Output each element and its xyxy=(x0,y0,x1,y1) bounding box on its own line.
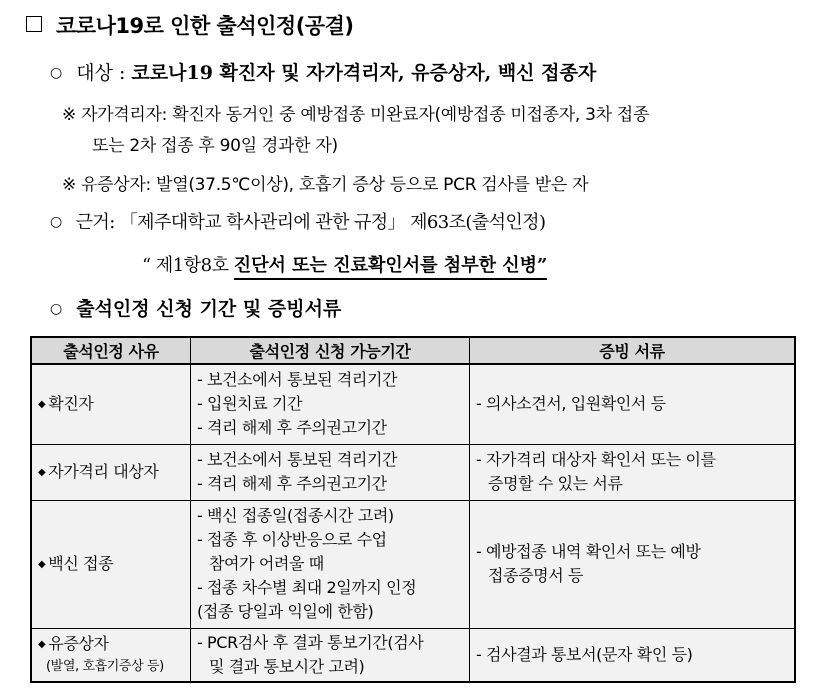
diamond-bullet-icon: ◆ xyxy=(38,558,46,570)
basis-quote: “ 제1항8호 진단서 또는 진료확인서를 첨부한 신병” xyxy=(142,251,547,277)
target-value: 코로나19 확진자 및 자가격리자, 유증상자, 백신 접종자 xyxy=(131,62,597,84)
column-header-period: 출석인정 신청 가능기간 xyxy=(191,337,470,364)
period-cell: - 보건소에서 통보된 격리기간 - 입원치료 기간 - 격리 해제 후 주의권고기간 xyxy=(191,364,470,444)
reason-cell: ◆ 유증상자 (발열, 호흡기증상 등) xyxy=(31,628,191,682)
basis-quote-underlined: 진단서 또는 진료확인서를 첨부한 신병” xyxy=(234,255,548,280)
period-cell: - PCR검사 후 결과 통보기간(검사 및 결과 통보시간 고려) xyxy=(191,628,470,682)
diamond-bullet-icon: ◆ xyxy=(38,639,46,651)
circle-bullet-icon: ○ xyxy=(50,65,63,81)
circle-bullet-icon: ○ xyxy=(50,214,62,230)
reference-mark-icon: ※ xyxy=(62,105,76,125)
diamond-bullet-icon: ◆ xyxy=(38,398,46,410)
diamond-bullet-icon: ◆ xyxy=(38,466,46,478)
period-cell: - 보건소에서 통보된 격리기간 - 격리 해제 후 주의권고기간 xyxy=(191,444,470,500)
period-cell: - 백신 접종일(접종시간 고려) - 접종 후 이상반응으로 수업 참여가 어려울 때 - 접종 차수별 최대 2일까지 인정 (접종 당일과 익일에 한함) xyxy=(191,500,470,628)
target-line xyxy=(50,58,596,85)
note-self-quarantine-cont: 또는 2차 접종 후 90일 경과한 자) xyxy=(92,136,338,156)
basis-line: ○ 근거: 「제주대학교 학사관리에 관한 규정」 제63조(출석인정) xyxy=(50,212,546,233)
table-row xyxy=(31,628,795,682)
documents-cell: - 예방접종 내역 확인서 또는 예방 접종증명서 등 xyxy=(470,500,796,628)
documents-cell: - 검사결과 통보서(문자 확인 등) xyxy=(470,628,796,682)
table-header-row xyxy=(31,337,795,364)
reason-cell: ◆ 확진자 xyxy=(31,364,191,444)
table-row xyxy=(31,500,795,628)
section-title: ○ 출석인정 신청 기간 및 증빙서류 xyxy=(50,298,342,320)
note-self-quarantine: ※ 자가격리자: 확진자 동거인 중 예방접종 미완료자(예방접종 미접종자, 3차 접종 xyxy=(62,105,650,125)
documents-cell: - 의사소견서, 입원확인서 등 xyxy=(470,364,796,444)
checkbox-square-icon xyxy=(26,16,42,32)
attendance-table xyxy=(30,336,796,683)
circle-bullet-icon: ○ xyxy=(50,301,63,317)
target-label: 대상 : xyxy=(76,62,126,84)
reason-cell: ◆ 자가격리 대상자 xyxy=(31,444,191,500)
table-row xyxy=(31,364,795,444)
documents-cell: - 자가격리 대상자 확인서 또는 이를 증명할 수 있는 서류 xyxy=(470,444,796,500)
table-row xyxy=(31,444,795,500)
reason-cell: ◆ 백신 접종 xyxy=(31,500,191,628)
column-header-documents: 증빙 서류 xyxy=(470,337,796,364)
note-symptomatic: ※ 유증상자: 발열(37.5℃이상), 호흡기 증상 등으로 PCR 검사를 받은 자 xyxy=(62,175,589,195)
reference-mark-icon: ※ xyxy=(62,175,76,195)
page-title: 코로나19로 인한 출석인정(공결) xyxy=(26,10,353,40)
column-header-reason: 출석인정 사유 xyxy=(31,337,191,364)
